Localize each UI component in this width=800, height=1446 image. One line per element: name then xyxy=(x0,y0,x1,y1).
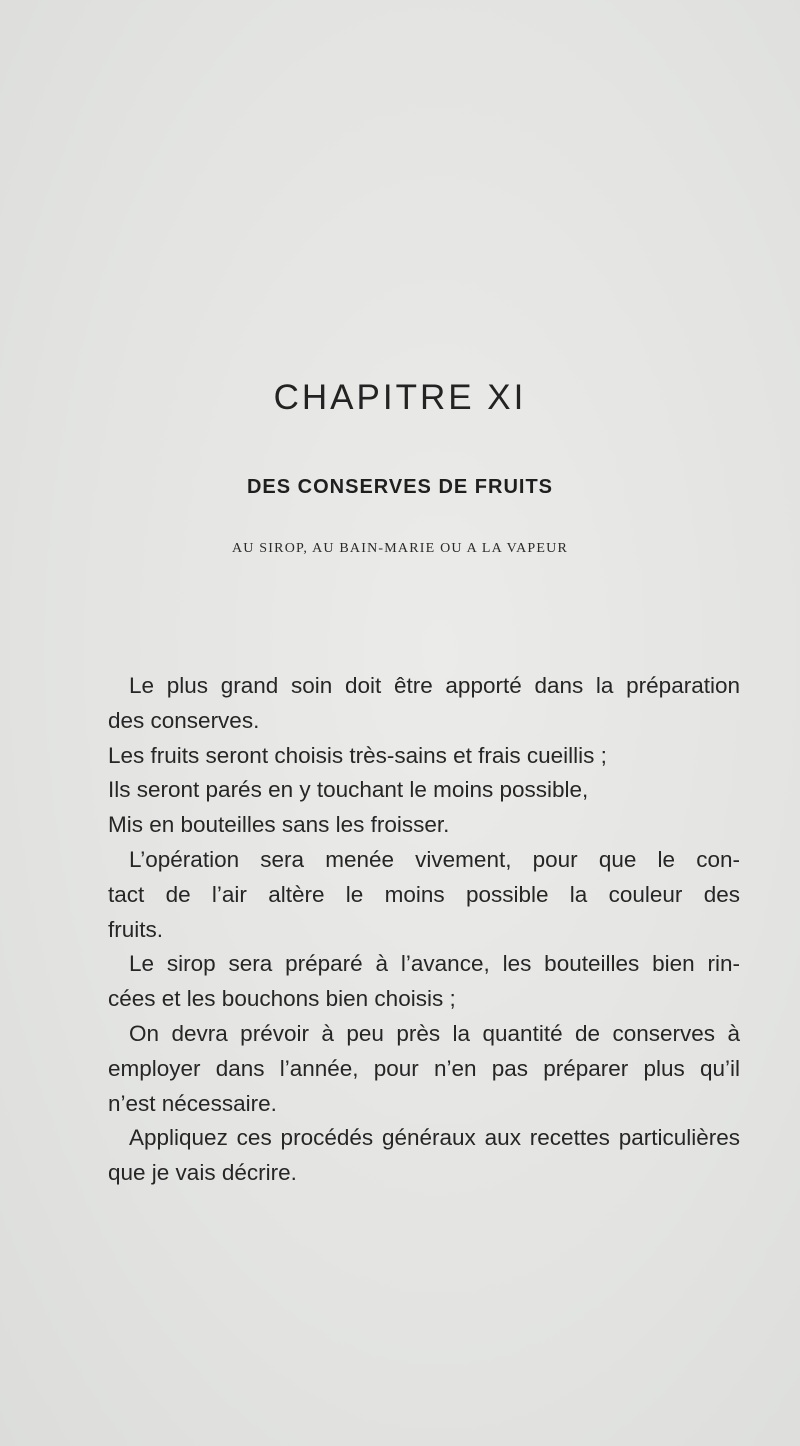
section-subtitle: AU SIROP, AU BAIN-MARIE OU A LA VAPEUR xyxy=(231,541,569,556)
text-line: Le sirop sera préparé à l’avance, les bouteilles bien rin- xyxy=(129,951,740,977)
text-line: tact de l’air altère le moins possible la couleur des xyxy=(108,881,740,907)
text-line: cées et les bouchons bien choisis ; xyxy=(108,986,456,1012)
text-line: Ils seront parés en y touchant le moins possible, xyxy=(108,777,589,803)
text-line: n’est nécessaire. xyxy=(108,1090,277,1116)
text-line: employer dans l’année, pour n’en pas préparer plus qu’il xyxy=(108,1055,740,1081)
text-line: Le plus grand soin doit être apporté dans la préparation xyxy=(129,673,740,698)
body-text xyxy=(108,669,740,1191)
text-line: L’opération sera menée vivement, pour que le con- xyxy=(129,846,740,872)
chapter-title: CHAPITRE XI xyxy=(273,378,527,417)
text-line: fruits. xyxy=(108,916,164,942)
text-line: Mis en bouteilles sans les froisser. xyxy=(108,812,450,838)
text-line: On devra prévoir à peu près la quantité de conserves à xyxy=(129,1020,740,1046)
text-line: Appliquez ces procédés généraux aux recettes particulières xyxy=(129,1125,740,1151)
text-line: des conserves. xyxy=(108,707,260,733)
text-line: Les fruits seront choisis très-sains et frais cueillis ; xyxy=(108,742,607,768)
section-title: DES CONSERVES DE FRUITS xyxy=(246,476,554,498)
text-line: que je vais décrire. xyxy=(108,1160,297,1186)
